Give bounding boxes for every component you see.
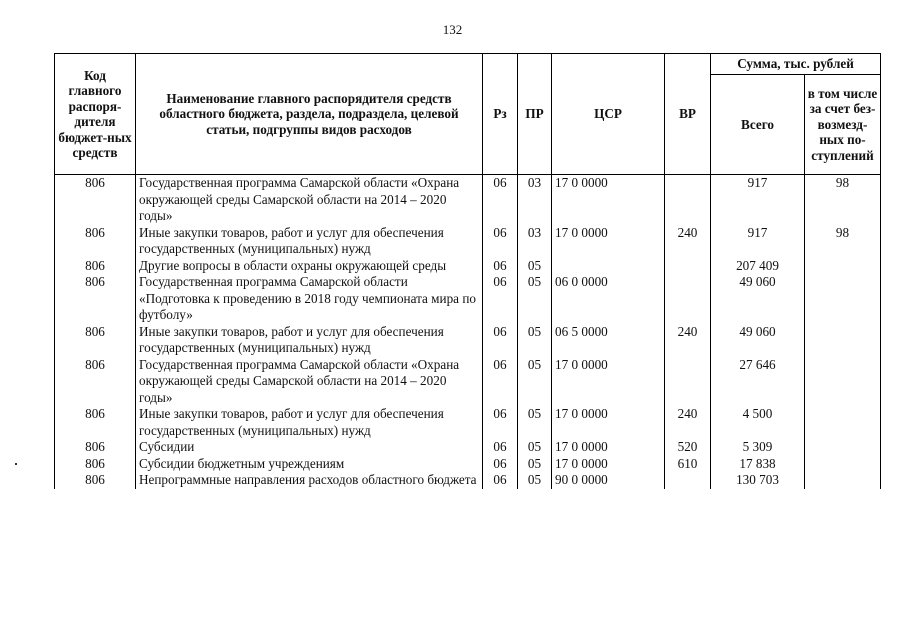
budget-table	[54, 53, 881, 489]
header-sum: Сумма, тыс. рублей	[711, 54, 881, 75]
cell-vr: 240	[665, 225, 711, 258]
cell-total: 917	[711, 225, 805, 258]
cell-name: Иные закупки товаров, работ и услуг для обеспечения государственных (муниципальных) нужд	[136, 324, 483, 357]
cell-vr	[665, 175, 711, 225]
cell-pr: 05	[518, 472, 552, 489]
cell-code: 806	[55, 357, 136, 407]
cell-code: 806	[55, 258, 136, 275]
table-row	[55, 439, 881, 456]
table-row	[55, 175, 881, 225]
cell-vr: 610	[665, 456, 711, 473]
table-row	[55, 472, 881, 489]
cell-total: 27 646	[711, 357, 805, 407]
cell-total: 5 309	[711, 439, 805, 456]
cell-csr: 17 0 0000	[552, 225, 665, 258]
cell-csr: 17 0 0000	[552, 456, 665, 473]
table-row	[55, 357, 881, 407]
cell-pr: 05	[518, 357, 552, 407]
cell-code: 806	[55, 175, 136, 225]
cell-incl	[805, 357, 881, 407]
cell-incl	[805, 406, 881, 439]
cell-name: Государственная программа Самарской области «Охрана окружающей среды Самарской области на 2014 – 2020 годы»	[136, 357, 483, 407]
table-row	[55, 274, 881, 324]
cell-rz: 06	[483, 472, 518, 489]
cell-name: Иные закупки товаров, работ и услуг для обеспечения государственных (муниципальных) нужд	[136, 225, 483, 258]
cell-rz: 06	[483, 456, 518, 473]
cell-total: 207 409	[711, 258, 805, 275]
table-row	[55, 225, 881, 258]
scan-speck	[15, 463, 17, 465]
cell-rz: 06	[483, 357, 518, 407]
cell-pr: 05	[518, 439, 552, 456]
cell-incl	[805, 274, 881, 324]
header-total: Всего	[711, 75, 805, 175]
table-row	[55, 456, 881, 473]
cell-code: 806	[55, 225, 136, 258]
cell-total: 17 838	[711, 456, 805, 473]
cell-csr: 17 0 0000	[552, 175, 665, 225]
cell-vr: 240	[665, 406, 711, 439]
cell-code: 806	[55, 439, 136, 456]
cell-pr: 05	[518, 406, 552, 439]
cell-total: 49 060	[711, 274, 805, 324]
table-header	[55, 54, 881, 175]
cell-vr: 520	[665, 439, 711, 456]
cell-pr: 03	[518, 225, 552, 258]
cell-csr: 90 0 0000	[552, 472, 665, 489]
cell-csr: 06 0 0000	[552, 274, 665, 324]
header-name: Наименование главного распорядителя средств областного бюджета, раздела, подраздела, целевой статьи, подгруппы видов расходов	[136, 54, 483, 175]
cell-csr: 17 0 0000	[552, 406, 665, 439]
cell-csr: 06 5 0000	[552, 324, 665, 357]
cell-pr: 05	[518, 274, 552, 324]
header-csr: ЦСР	[552, 54, 665, 175]
cell-total: 130 703	[711, 472, 805, 489]
cell-incl	[805, 456, 881, 473]
header-rz: Рз	[483, 54, 518, 175]
cell-code: 806	[55, 472, 136, 489]
page-number: 132	[442, 22, 463, 37]
cell-rz: 06	[483, 175, 518, 225]
cell-pr: 05	[518, 258, 552, 275]
cell-name: Государственная программа Самарской области «Подготовка к проведению в 2018 году чемпионата мира по футболу»	[136, 274, 483, 324]
cell-incl: 98	[805, 225, 881, 258]
cell-total: 49 060	[711, 324, 805, 357]
cell-csr: 17 0 0000	[552, 357, 665, 407]
cell-name: Субсидии	[136, 439, 483, 456]
cell-csr	[552, 258, 665, 275]
cell-name: Другие вопросы в области охраны окружающей среды	[136, 258, 483, 275]
header-code: Код главного распоря-дителя бюджет-ных средств	[55, 54, 136, 175]
table-body	[55, 175, 881, 489]
cell-incl: 98	[805, 175, 881, 225]
cell-pr: 05	[518, 324, 552, 357]
cell-incl	[805, 324, 881, 357]
cell-name: Непрограммные направления расходов областного бюджета	[136, 472, 483, 489]
cell-csr: 17 0 0000	[552, 439, 665, 456]
cell-rz: 06	[483, 258, 518, 275]
cell-vr	[665, 357, 711, 407]
table-row	[55, 258, 881, 275]
cell-code: 806	[55, 324, 136, 357]
cell-rz: 06	[483, 274, 518, 324]
header-pr: ПР	[518, 54, 552, 175]
cell-vr: 240	[665, 324, 711, 357]
cell-name: Субсидии бюджетным учреждениям	[136, 456, 483, 473]
cell-name: Иные закупки товаров, работ и услуг для обеспечения государственных (муниципальных) нужд	[136, 406, 483, 439]
cell-pr: 03	[518, 175, 552, 225]
table-row	[55, 406, 881, 439]
cell-vr	[665, 258, 711, 275]
cell-vr	[665, 472, 711, 489]
cell-incl	[805, 472, 881, 489]
cell-rz: 06	[483, 439, 518, 456]
table-row	[55, 324, 881, 357]
cell-rz: 06	[483, 406, 518, 439]
cell-vr	[665, 274, 711, 324]
cell-pr: 05	[518, 456, 552, 473]
cell-rz: 06	[483, 324, 518, 357]
header-vr: ВР	[665, 54, 711, 175]
cell-rz: 06	[483, 225, 518, 258]
cell-code: 806	[55, 456, 136, 473]
cell-code: 806	[55, 406, 136, 439]
cell-incl	[805, 439, 881, 456]
header-incl: в том числе за счет без-возмезд-ных по-ступлений	[805, 75, 881, 175]
cell-code: 806	[55, 274, 136, 324]
cell-total: 917	[711, 175, 805, 225]
cell-total: 4 500	[711, 406, 805, 439]
cell-name: Государственная программа Самарской области «Охрана окружающей среды Самарской области на 2014 – 2020 годы»	[136, 175, 483, 225]
cell-incl	[805, 258, 881, 275]
